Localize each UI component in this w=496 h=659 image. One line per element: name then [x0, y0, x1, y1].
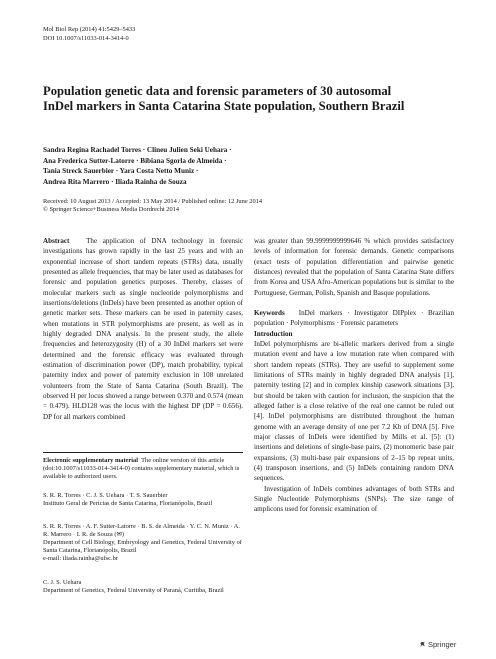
journal-citation: Mol Biol Rep (2014) 41:5429–5433: [43, 26, 136, 33]
author-line: Andrea Rita Marrero · Iliada Rainha de Souza: [43, 177, 187, 186]
affiliation-line: Instituto Geral de Perícias de Santa Catarina, Florianópolis, Brazil: [43, 500, 213, 507]
supplementary-label: Electronic supplementary material: [43, 457, 139, 464]
copyright-line: © Springer Science+Business Media Dordrecht 2014: [43, 206, 180, 214]
springer-footer: [419, 640, 456, 649]
keywords-label: Keywords: [254, 308, 285, 317]
intro-paragraph: Investigation of InDels combines advantages of both STRs and Single Nucleotide Polymorphisms (SNPs). The size range of amplicons used for forensic examination of: [254, 484, 454, 514]
author-list: [43, 145, 403, 187]
abstract: [43, 236, 243, 422]
journal-doi: DOI 10.1007/s11033-014-3414-0: [43, 34, 129, 42]
article-title: Population genetic data and forensic parameters of 30 autosomal InDel markers in Santa Catarina State population, Southern Brazil: [43, 84, 405, 114]
affiliation: [43, 579, 243, 595]
abstract-text: The application of DNA technology in forensic investigations has grown rapidly in the last 25 years and with an exponential increase of short tandem repeats (STRs) data, usually presented as allele frequencies, that may be later used as databases for forensic and population genetics purposes. Thereby, classes of molecular markers such as single nucleotide polymorphisms and insertions/deletions (InDels) have been presented as another option of genetic marker sets. These markers can be used in paternity cases, when mutations in STR polymorphisms are present, as well as in highly degraded DNA analysis. In the present study, the allele frequencies and heterozygosity (H) of a 30 InDel markers set were determined and the forensic efficacy was evaluated through estimation of discrimination power (DP), match probability, typical paternity index and power of paternity exclusion in 108 unrelated volunteers from the State of Santa Catarina (South Brazil). The observed H per locus showed a range between 0.370 and 0.574 (mean = 0.479). HLD128 was the locus with the highest DP (DP = 0.656). DP for all markers combined: [43, 237, 243, 421]
abstract-continuation: was greater than 99.9999999999646 % which provides satisfactory levels of information for forensic demands. Genetic comparisons (exact tests of population differentiation and pairwise genetic distances) revealed that the population of Santa Catarina State differs from Korea and USA Afro-American populations but is similar to the Portuguese, German, Polish, Spanish and Basque populations.: [254, 237, 454, 297]
supplementary-text-after: ) contains supplementary material, which is available to authorized users.: [43, 465, 240, 480]
author-line: Tania Streck Sauerbier · Yara Costa Netto Muniz ·: [43, 167, 199, 176]
affiliation-line: Department of Genetics, Federal University of Paraná, Curitiba, Brazil: [43, 587, 224, 594]
supplementary-text-before: The online version of this article (doi:: [43, 457, 225, 472]
right-column: [254, 236, 454, 515]
affiliation: [43, 492, 243, 508]
author-line: Ana Frederica Sutter-Latorre · Bibiana Sgorla de Almeida ·: [43, 156, 227, 165]
affiliation-names: S. R. R. Torres · A. F. Sutter-Latorre · B. S. de Almeida · Y. C. N. Muniz · A. R. Marrero · I. R. de Souza (✉): [43, 523, 240, 538]
section-heading-introduction: Introduction: [254, 329, 293, 338]
keywords: [254, 308, 454, 329]
affiliation-line: Department of Cell Biology, Embryology and Genetics, Federal University of Santa Catarina, Florianópolis, Brazil: [43, 539, 242, 554]
affiliation: [43, 523, 243, 563]
supplementary-doi-link[interactable]: 10.1007/s11033-014-3414-0: [55, 465, 128, 472]
keywords-text: InDel markers · Investigator DIPplex · Brazilian population · Polymorphisms · Forensic parameters: [254, 308, 454, 328]
affiliation-email[interactable]: e-mail: iliada.rainha@ufsc.br: [43, 555, 118, 562]
intro-paragraph: InDel polymorphisms are bi-allelic markers derived from a single mutation event and have a low mutation rate when compared with short tandem repeats (STRs). They are useful to supplement some limitations of STRs mainly in highly degraded DNA analysis [1], paternity testing [2] and in complex kinship casework situations [3], but should be taken with caution for inclusion, the suspicion that the alleged father is a close relative of the real one cannot be ruled out [4]. InDel polymorphisms are distributed throughout the human genome with an average density of one per 7.2 Kb of DNA [5]. Five major classes of InDels were identified by Mills et al. [5]: (1) insertions and deletions of single-base pairs, (2) monomeric base pair expansions, (3) multi-base pair expansions of 2–15 bp repeat units, (4) transposon insertions, and (5) InDels containing random DNA sequences.: [254, 339, 454, 483]
journal-header: [43, 26, 135, 43]
abstract-label: Abstract: [43, 237, 70, 245]
publication-dates: [43, 198, 262, 215]
publication-history: Received: 10 August 2013 / Accepted: 13 May 2014 / Published online: 12 June 2014: [43, 198, 263, 205]
author-line: Sandra Regina Rachadel Torres · Clineu Julien Seki Uehara ·: [43, 146, 232, 154]
supplementary-note: [43, 452, 243, 481]
publisher-name: Springer: [428, 640, 457, 649]
springer-horse-icon: [419, 641, 426, 648]
affiliation-names: C. J. S. Uehara: [43, 579, 82, 586]
left-column: [43, 236, 243, 422]
affiliation-names: S. R. R. Torres · C. J. S. Uehara · T. S. Sauerbier: [43, 492, 168, 499]
